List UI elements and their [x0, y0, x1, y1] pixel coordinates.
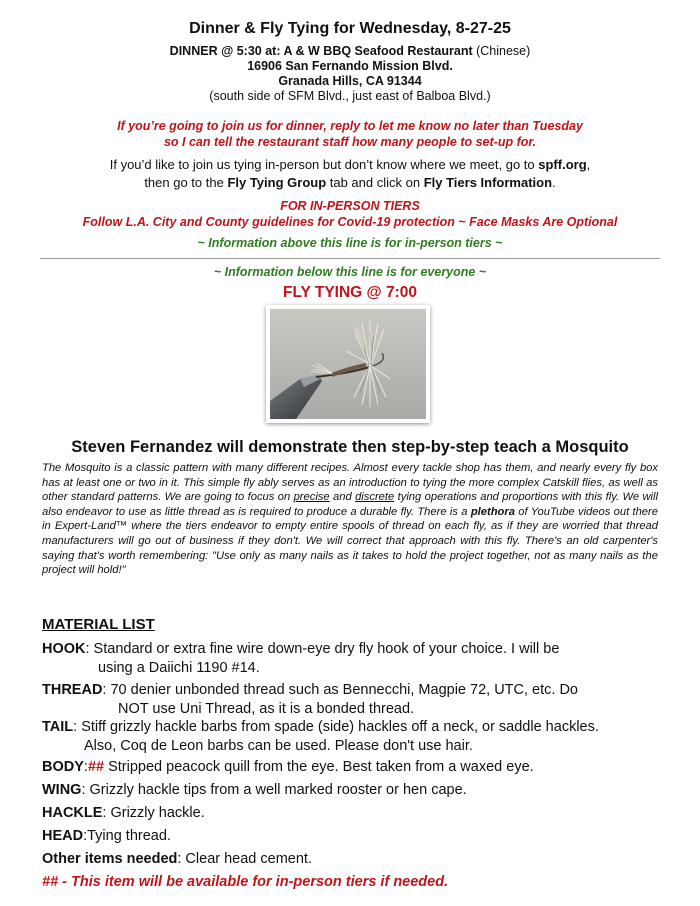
join-text-3: tab and click on	[326, 174, 424, 190]
in-person-heading: FOR IN-PERSON TIERS	[280, 199, 420, 213]
head-text: :Tying thread.	[83, 828, 171, 844]
pattern-description	[42, 461, 658, 578]
fly-tiers-information-link: Fly Tiers Information	[423, 174, 553, 190]
hook-label: HOOK	[42, 641, 86, 657]
address-line-2: Granada Hills, CA 91344	[278, 74, 422, 88]
demo-heading: Steven Fernandez will demonstrate then step-by-step teach a Mosquito	[71, 438, 629, 456]
footnote: ## - This item will be available for in-person tiers if needed.	[42, 874, 449, 890]
tail-label: TAIL	[42, 719, 74, 735]
join-info	[0, 156, 700, 191]
wing-label: WING	[42, 782, 82, 798]
mosquito-fly-photo	[266, 305, 430, 423]
material-list-heading: MATERIAL LIST	[42, 616, 155, 633]
desc-part-1: The Mosquito is a classic pattern with many different recipes. Almost every tackle shop has them, and nearly every fly box has at least one or two in it. This simple fly ably serves as an introduction to tying the more complex Catskill flies, as well as other standard patterns. We are going to focus on	[42, 462, 658, 504]
location-note: (south side of SFM Blvd., just east of Balboa Blvd.)	[209, 89, 491, 103]
hackle-label: HACKLE	[42, 805, 103, 821]
material-hook	[42, 640, 672, 678]
join-period: .	[552, 174, 556, 190]
hackle-text: : Grizzly hackle.	[102, 805, 205, 821]
material-wing	[42, 781, 672, 800]
reply-line-1: If you’re going to join us for dinner, reply to let me know no later than Tuesday	[117, 119, 583, 133]
reply-notice	[0, 118, 700, 150]
covid-guidelines: Follow L.A. City and County guidelines for Covid-19 protection ~ Face Masks Are Optional	[82, 215, 618, 229]
body-text: Stripped peacock quill from the eye. Best taken from a waxed eye.	[104, 759, 534, 775]
hook-text-1: : Standard or extra fine wire down-eye dry fly hook of your choice. I will be	[85, 641, 560, 657]
desc-plethora: plethora	[470, 505, 515, 518]
site-link[interactable]: spff.org	[538, 157, 587, 172]
desc-part-2: tying operations and proportions with this fly. We will also endeavor to use as little thread as is required to produce a durable fly. There is a	[42, 491, 658, 518]
body-mark: ##	[87, 759, 105, 775]
desc-and: and	[329, 491, 356, 504]
reply-line-2: so I can tell the restaurant staff how many people to set-up for.	[163, 135, 537, 149]
desc-part-3: of YouTube videos out there in Expert-Land™ where the tiers endeavor to empty entire spools of thread on each fly, as if they are worried that thread manufacturers will go out of business if they don't. We will correct that approach with this fly. There's an old carpenter's saying that's worth remembering: "Use only as many nails as it takes to hold the project together, not as many nails as the project will hold!"	[42, 505, 658, 577]
thread-text-2: NOT use Uni Thread, as it is a bonded thread.	[118, 701, 415, 717]
thread-label: THREAD	[42, 682, 103, 698]
body-colon: :	[83, 759, 88, 775]
material-other	[42, 850, 672, 869]
fly-in-vise-image	[270, 309, 426, 419]
material-body	[42, 758, 672, 777]
material-thread	[42, 681, 672, 719]
wing-text: : Grizzly hackle tips from a well marked rooster or hen cape.	[81, 782, 467, 798]
tail-text-2: Also, Coq de Leon barbs can be used. Please don't use hair.	[84, 738, 473, 754]
in-person-section	[0, 198, 700, 230]
desc-discrete: discrete	[355, 491, 395, 504]
desc-precise: precise	[293, 491, 330, 504]
head-label: HEAD	[42, 828, 84, 844]
body-label: BODY	[42, 759, 84, 775]
address-line-1: 16906 San Fernando Mission Blvd.	[247, 59, 453, 73]
cuisine: (Chinese)	[472, 44, 531, 58]
below-line-note: ~ Information below this line is for everyone ~	[213, 265, 487, 279]
divider-line	[40, 258, 660, 259]
material-head	[42, 827, 672, 846]
other-label: Other items needed	[42, 851, 178, 867]
above-line-note: ~ Information above this line is for in-person tiers ~	[197, 236, 503, 250]
thread-text-1: : 70 denier unbonded thread such as Bennecchi, Magpie 72, UTC, etc. Do	[102, 682, 578, 698]
join-text-1: If you’d like to join us tying in-person but don’t know where we meet, go to	[109, 157, 539, 172]
hook-text-2: using a Daiichi 1190 #14.	[98, 660, 260, 676]
fly-tying-group-tab: Fly Tying Group	[227, 174, 327, 190]
material-hackle	[42, 804, 672, 823]
fly-tying-heading: FLY TYING @ 7:00	[283, 284, 417, 301]
dinner-info	[0, 44, 700, 104]
dinner-label: DINNER @ 5:30 at: A & W BBQ Seafood Restaurant	[169, 44, 473, 58]
tail-text-1: : Stiff grizzly hackle barbs from spade (side) hackles off a neck, or saddle hackles.	[73, 719, 599, 735]
join-text-2: then go to the	[144, 174, 228, 190]
join-comma: ,	[586, 157, 591, 172]
other-text: : Clear head cement.	[177, 851, 312, 867]
material-tail	[42, 718, 672, 756]
page-title: Dinner & Fly Tying for Wednesday, 8-27-25	[189, 20, 511, 37]
